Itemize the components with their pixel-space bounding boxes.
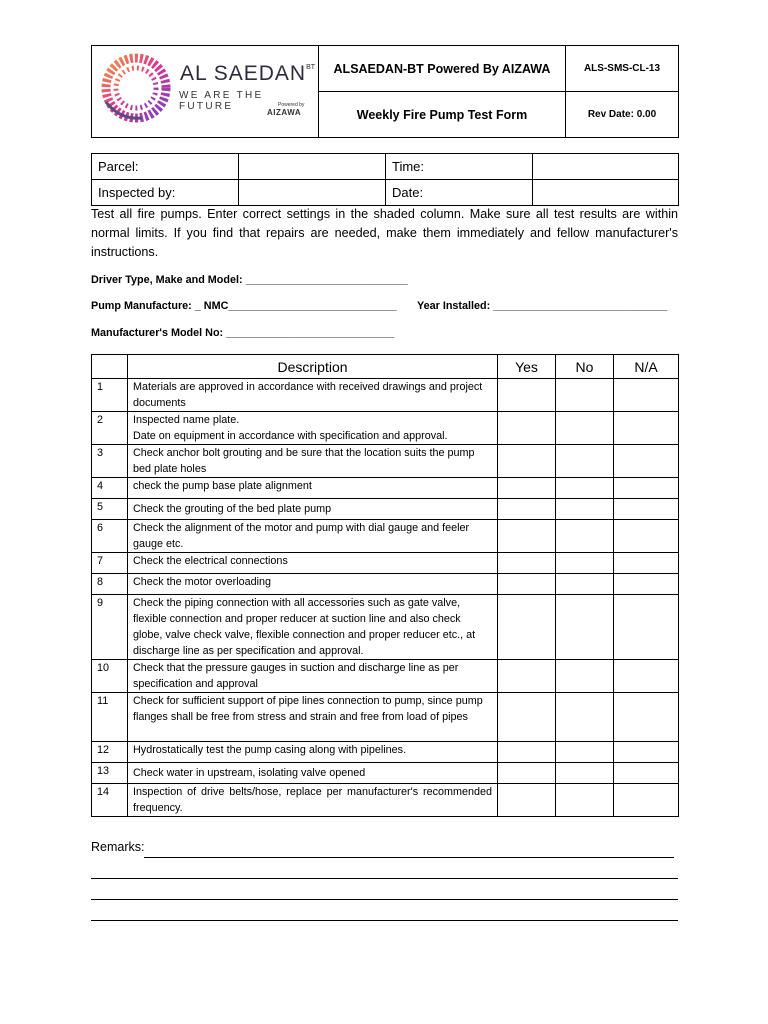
no-cell[interactable] bbox=[556, 412, 614, 445]
col-yes: Yes bbox=[498, 355, 556, 379]
table-row: 14 Inspection of drive belts/hose, replace per manufacturer's recommended frequency. bbox=[92, 784, 679, 817]
na-cell[interactable] bbox=[614, 595, 679, 660]
inspected-by-field[interactable] bbox=[239, 180, 386, 206]
na-cell[interactable] bbox=[614, 412, 679, 445]
na-cell[interactable] bbox=[614, 763, 679, 784]
remarks-line[interactable] bbox=[144, 843, 674, 858]
yes-cell[interactable] bbox=[498, 660, 556, 693]
yes-cell[interactable] bbox=[498, 445, 556, 478]
yes-cell[interactable] bbox=[498, 412, 556, 445]
form-title: Weekly Fire Pump Test Form bbox=[319, 92, 566, 138]
yes-cell[interactable] bbox=[498, 478, 556, 499]
col-description: Description bbox=[128, 355, 498, 379]
rev-date: Rev Date: 0.00 bbox=[566, 92, 679, 138]
col-na: N/A bbox=[614, 355, 679, 379]
table-row: 5 Check the grouting of the bed plate pump bbox=[92, 499, 679, 520]
table-row: 7 Check the electrical connections bbox=[92, 553, 679, 574]
na-cell[interactable] bbox=[614, 660, 679, 693]
yes-cell[interactable] bbox=[498, 763, 556, 784]
remarks-line[interactable] bbox=[91, 858, 678, 879]
date-field[interactable] bbox=[533, 180, 679, 206]
yes-cell[interactable] bbox=[498, 553, 556, 574]
na-cell[interactable] bbox=[614, 553, 679, 574]
model-no-field[interactable]: Manufacturer's Model No: ____________________________ bbox=[91, 327, 395, 339]
no-cell[interactable] bbox=[556, 763, 614, 784]
no-cell[interactable] bbox=[556, 784, 614, 817]
remarks-label: Remarks: bbox=[91, 840, 145, 854]
na-cell[interactable] bbox=[614, 693, 679, 742]
no-cell[interactable] bbox=[556, 553, 614, 574]
yes-cell[interactable] bbox=[498, 520, 556, 553]
table-row: 9 Check the piping connection with all accessories such as gate valve, flexible connection and proper reducer at suction line and also check globe, valve check valve, flexible connection and proper reducer etc., at discharge line as per specification and approval. bbox=[92, 595, 679, 660]
no-cell[interactable] bbox=[556, 520, 614, 553]
na-cell[interactable] bbox=[614, 478, 679, 499]
pump-manufacture-field[interactable]: Pump Manufacture: _ NMC____________________________ bbox=[91, 300, 397, 312]
no-cell[interactable] bbox=[556, 574, 614, 595]
remarks-line[interactable] bbox=[91, 879, 678, 900]
no-cell[interactable] bbox=[556, 595, 614, 660]
no-cell[interactable] bbox=[556, 742, 614, 763]
na-cell[interactable] bbox=[614, 499, 679, 520]
na-cell[interactable] bbox=[614, 379, 679, 412]
remarks-line[interactable] bbox=[91, 900, 678, 921]
table-row: 6 Check the alignment of the motor and pump with dial gauge and feeler gauge etc. bbox=[92, 520, 679, 553]
table-row: 13 Check water in upstream, isolating valve opened bbox=[92, 763, 679, 784]
remarks-section bbox=[91, 837, 678, 921]
table-row: 8 Check the motor overloading bbox=[92, 574, 679, 595]
col-number bbox=[92, 355, 128, 379]
brand-logo-icon bbox=[100, 52, 172, 124]
brand-name: AL $SAEDAN^{BT}$ bbox=[180, 62, 316, 85]
na-cell[interactable] bbox=[614, 742, 679, 763]
driver-field[interactable]: Driver Type, Make and Model: ___________________________ bbox=[91, 274, 408, 286]
no-cell[interactable] bbox=[556, 660, 614, 693]
yes-cell[interactable] bbox=[498, 742, 556, 763]
year-installed-field[interactable]: Year Installed: _____________________________ bbox=[417, 300, 668, 312]
col-no: No bbox=[556, 355, 614, 379]
table-row: 11 Check for sufficient support of pipe lines connection to pump, since pump flanges shall be free from stress and strain and free from load of pipes bbox=[92, 693, 679, 742]
yes-cell[interactable] bbox=[498, 499, 556, 520]
header-table bbox=[91, 45, 679, 138]
no-cell[interactable] bbox=[556, 478, 614, 499]
time-label: Time: bbox=[386, 154, 533, 180]
table-row: 12 Hydrostatically test the pump casing along with pipelines. bbox=[92, 742, 679, 763]
yes-cell[interactable] bbox=[498, 595, 556, 660]
no-cell[interactable] bbox=[556, 499, 614, 520]
table-row: 4 check the pump base plate alignment bbox=[92, 478, 679, 499]
info-table bbox=[91, 153, 679, 206]
inspected-by-label: Inspected by: bbox=[92, 180, 239, 206]
na-cell[interactable] bbox=[614, 520, 679, 553]
yes-cell[interactable] bbox=[498, 379, 556, 412]
table-row: 10 Check that the pressure gauges in suction and discharge line as per specification and approval bbox=[92, 660, 679, 693]
time-field[interactable] bbox=[533, 154, 679, 180]
parcel-label: Parcel: bbox=[92, 154, 239, 180]
powered-label: Powered by bbox=[278, 102, 305, 108]
yes-cell[interactable] bbox=[498, 784, 556, 817]
logo-cell bbox=[92, 46, 319, 138]
table-row: 3 Check anchor bolt grouting and be sure that the location suits the pump bed plate holes bbox=[92, 445, 679, 478]
yes-cell[interactable] bbox=[498, 574, 556, 595]
table-row: 1 Materials are approved in accordance with received drawings and project documents bbox=[92, 379, 679, 412]
na-cell[interactable] bbox=[614, 574, 679, 595]
table-row: 2 Inspected name plate. Date on equipment in accordance with specification and approval. bbox=[92, 412, 679, 445]
checklist-table bbox=[91, 354, 679, 817]
no-cell[interactable] bbox=[556, 693, 614, 742]
no-cell[interactable] bbox=[556, 379, 614, 412]
yes-cell[interactable] bbox=[498, 693, 556, 742]
maker-name: AIZAWA bbox=[267, 108, 302, 117]
parcel-field[interactable] bbox=[239, 154, 386, 180]
company-title: ALSAEDAN-BT Powered By AIZAWA bbox=[319, 46, 566, 92]
na-cell[interactable] bbox=[614, 784, 679, 817]
doc-code: ALS-SMS-CL-13 bbox=[566, 46, 679, 92]
na-cell[interactable] bbox=[614, 445, 679, 478]
instructions-text: Test all fire pumps. Enter correct settings in the shaded column. Make sure all test results are within normal limits. If you find that repairs are needed, make them immediately and fellow manufacturer's instructions. bbox=[91, 207, 678, 259]
brand-slogan: WE ARE THE FUTURE bbox=[179, 90, 264, 112]
no-cell[interactable] bbox=[556, 445, 614, 478]
date-label: Date: bbox=[386, 180, 533, 206]
